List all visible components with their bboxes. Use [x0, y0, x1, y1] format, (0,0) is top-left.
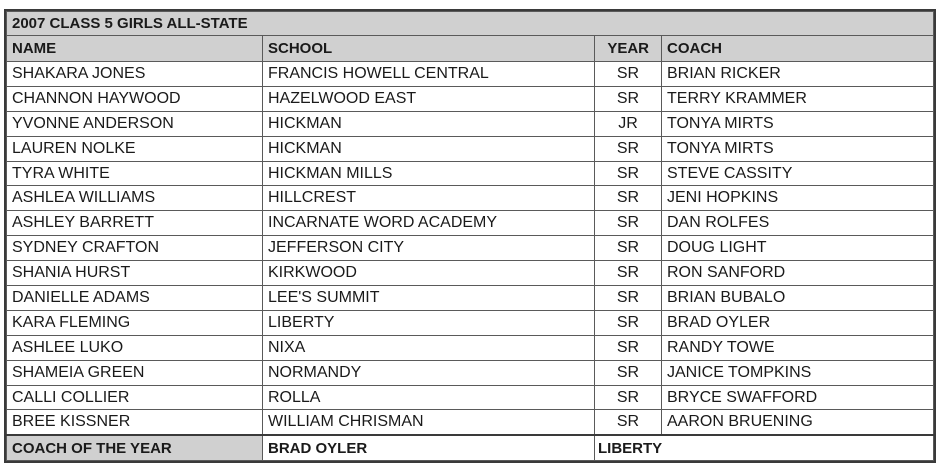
table-title: 2007 CLASS 5 GIRLS ALL-STATE: [7, 12, 934, 36]
table-title-row: [7, 12, 934, 36]
player-name: SHAKARA JONES: [7, 62, 263, 87]
coach-of-year-name: BRAD OYLER: [263, 435, 595, 461]
table-row: [7, 335, 934, 360]
player-coach: JENI HOPKINS: [662, 186, 934, 211]
player-coach: DAN ROLFES: [662, 211, 934, 236]
player-coach: RANDY TOWE: [662, 335, 934, 360]
player-school: NIXA: [263, 335, 595, 360]
player-name: LAUREN NOLKE: [7, 136, 263, 161]
player-name: ASHLEA WILLIAMS: [7, 186, 263, 211]
header-school: SCHOOL: [263, 36, 595, 62]
player-coach: TONYA MIRTS: [662, 136, 934, 161]
player-name: YVONNE ANDERSON: [7, 111, 263, 136]
player-school: WILLIAM CHRISMAN: [263, 410, 595, 435]
player-year: SR: [595, 62, 662, 87]
player-school: HICKMAN: [263, 136, 595, 161]
table-row: [7, 62, 934, 87]
header-name: NAME: [7, 36, 263, 62]
player-coach: AARON BRUENING: [662, 410, 934, 435]
player-year: SR: [595, 261, 662, 286]
player-name: ASHLEE LUKO: [7, 335, 263, 360]
player-name: ASHLEY BARRETT: [7, 211, 263, 236]
table-row: [7, 286, 934, 311]
player-year: SR: [595, 136, 662, 161]
player-name: SHAMEIA GREEN: [7, 360, 263, 385]
player-school: ROLLA: [263, 385, 595, 410]
table-row: [7, 236, 934, 261]
player-name: DANIELLE ADAMS: [7, 286, 263, 311]
player-school: JEFFERSON CITY: [263, 236, 595, 261]
table-row: [7, 261, 934, 286]
table-row: [7, 136, 934, 161]
table-row: [7, 161, 934, 186]
player-school: KIRKWOOD: [263, 261, 595, 286]
player-name: BREE KISSNER: [7, 410, 263, 435]
player-year: SR: [595, 360, 662, 385]
player-coach: BRAD OYLER: [662, 310, 934, 335]
player-year: SR: [595, 385, 662, 410]
player-name: CALLI COLLIER: [7, 385, 263, 410]
player-school: HICKMAN MILLS: [263, 161, 595, 186]
player-coach: TERRY KRAMMER: [662, 86, 934, 111]
player-name: SYDNEY CRAFTON: [7, 236, 263, 261]
player-school: HICKMAN: [263, 111, 595, 136]
player-year: SR: [595, 310, 662, 335]
player-name: TYRA WHITE: [7, 161, 263, 186]
coach-of-year-row: [7, 435, 934, 461]
player-year: SR: [595, 236, 662, 261]
player-school: HILLCREST: [263, 186, 595, 211]
player-year: SR: [595, 161, 662, 186]
player-coach: TONYA MIRTS: [662, 111, 934, 136]
player-coach: BRYCE SWAFFORD: [662, 385, 934, 410]
player-year: JR: [595, 111, 662, 136]
player-school: NORMANDY: [263, 360, 595, 385]
table-row: [7, 111, 934, 136]
player-coach: BRIAN RICKER: [662, 62, 934, 87]
player-coach: JANICE TOMPKINS: [662, 360, 934, 385]
player-year: SR: [595, 286, 662, 311]
header-coach: COACH: [662, 36, 934, 62]
table-row: [7, 385, 934, 410]
player-school: INCARNATE WORD ACADEMY: [263, 211, 595, 236]
player-year: SR: [595, 186, 662, 211]
table-row: [7, 186, 934, 211]
all-state-table: [6, 11, 934, 461]
player-school: HAZELWOOD EAST: [263, 86, 595, 111]
player-year: SR: [595, 86, 662, 111]
player-name: KARA FLEMING: [7, 310, 263, 335]
coach-of-year-school: LIBERTY: [595, 435, 934, 461]
table-row: [7, 86, 934, 111]
player-coach: STEVE CASSITY: [662, 161, 934, 186]
player-coach: DOUG LIGHT: [662, 236, 934, 261]
all-state-table-frame: [4, 9, 936, 463]
player-year: SR: [595, 335, 662, 360]
player-coach: RON SANFORD: [662, 261, 934, 286]
table-row: [7, 211, 934, 236]
table-header-row: [7, 36, 934, 62]
table-row: [7, 310, 934, 335]
player-coach: BRIAN BUBALO: [662, 286, 934, 311]
player-school: LEE'S SUMMIT: [263, 286, 595, 311]
player-school: FRANCIS HOWELL CENTRAL: [263, 62, 595, 87]
player-name: CHANNON HAYWOOD: [7, 86, 263, 111]
coach-of-year-label: COACH OF THE YEAR: [7, 435, 263, 461]
header-year: YEAR: [595, 36, 662, 62]
player-name: SHANIA HURST: [7, 261, 263, 286]
player-school: LIBERTY: [263, 310, 595, 335]
table-row: [7, 360, 934, 385]
player-year: SR: [595, 211, 662, 236]
player-year: SR: [595, 410, 662, 435]
table-row: [7, 410, 934, 435]
